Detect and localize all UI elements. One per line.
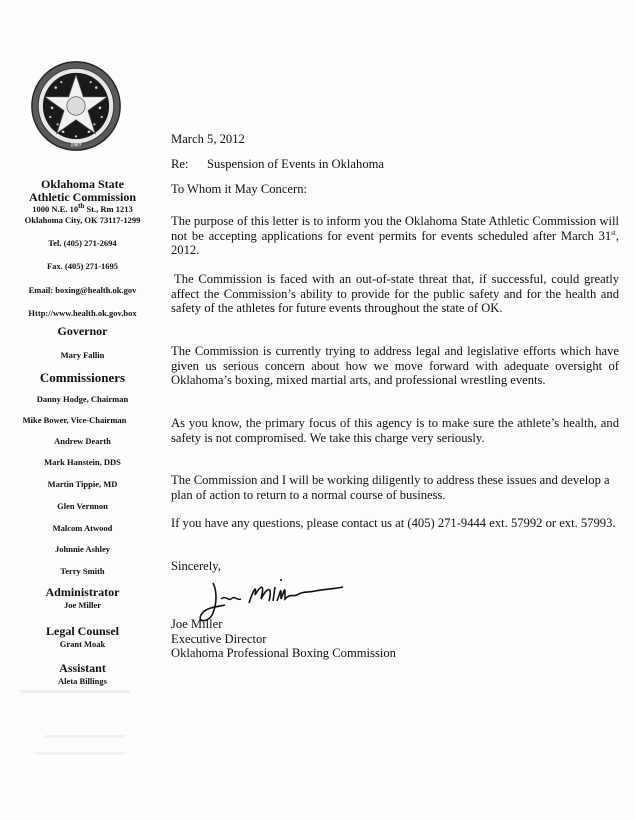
paragraph-2: The Commission is faced with an out-of-state threat that, if successful, could greatly affect the Commission’s ability to provide for the public safety and for the health and safety of the athletes for future events throughout the state of OK. — [171, 272, 619, 315]
address-line2: Oklahoma City, OK 73117-1299 — [24, 215, 141, 225]
governor-name: Mary Fallin — [60, 350, 105, 360]
scan-artifact — [35, 752, 125, 755]
salutation: To Whom it May Concern: — [171, 182, 307, 196]
commissioner-item: Johnnie Ashley — [54, 544, 111, 554]
scan-artifact — [45, 735, 125, 738]
letter-subject-line — [171, 157, 384, 172]
commissioners-heading: Commissioners — [39, 370, 126, 385]
signer-org: Oklahoma Professional Boxing Commission — [171, 646, 396, 660]
address-line1-prefix: 1000 N.E. 10 — [32, 204, 79, 214]
legal-counsel-heading: Legal Counsel — [45, 624, 119, 638]
paragraph-1-end: , 2012. — [171, 228, 619, 257]
paragraph-5: The Commission and I will be working diligently to address these issues and develop a plan of action to return to a normal course of business. — [171, 473, 610, 502]
legal-counsel-name: Grant Moak — [59, 639, 106, 649]
paragraph-4: As you know, the primary focus of this agency is to make sure the athlete’s health, and safety is not compromised. We take this charge very seriously. — [171, 416, 619, 445]
paragraph-1-sup: st — [611, 228, 616, 237]
signer-name: Joe Miller — [171, 617, 223, 631]
org-name-line1: Oklahoma State — [40, 177, 124, 191]
scan-artifact — [20, 690, 130, 693]
paragraph-6: If you have any questions, please contact us at (405) 271-9444 ext. 57992 or ext. 57993. — [171, 516, 616, 530]
governor-heading: Governor — [57, 324, 108, 338]
commissioner-item: Malcom Atwood — [52, 523, 113, 533]
commissioner-item: Glen Vernnon — [57, 501, 108, 511]
administrator-name: Joe Miller — [63, 600, 102, 610]
email-link[interactable]: Email: boxing@health.ok.gov — [28, 285, 137, 295]
handwritten-signature-icon — [195, 577, 355, 625]
closing: Sincerely, — [171, 559, 221, 573]
commissioner-item: Mike Bower, Vice-Chairman — [22, 415, 127, 425]
re-subject: Suspension of Events in Oklahoma — [207, 157, 384, 171]
commission-address-block — [0, 178, 165, 226]
commissioner-item: Martin Tippie, MD — [47, 479, 118, 489]
re-label: Re: — [171, 157, 189, 171]
seal-year: 1907 — [70, 142, 82, 149]
commissioner-item: Terry Smith — [60, 566, 105, 576]
letter-date: March 5, 2012 — [171, 132, 245, 146]
commissioner-item: Andrew Dearth — [54, 436, 111, 446]
great-seal-of-oklahoma-icon — [30, 60, 122, 152]
assistant-name: Aleta Billings — [58, 676, 107, 686]
fax: Fax. (405) 271-1695 — [46, 261, 119, 271]
website-link[interactable]: Http://www.health.ok.gov.box — [28, 308, 137, 318]
commissioner-item: Danny Hodge, Chairman — [36, 394, 129, 404]
commissioner-item: Mark Hanstein, DDS — [44, 457, 121, 467]
telephone: Tel. (405) 271-2694 — [48, 238, 117, 248]
paragraph-1 — [171, 214, 619, 258]
signer-title: Executive Director — [171, 631, 267, 646]
paragraph-1-text: The purpose of this letter is to inform you the Oklahoma State Athletic Commission will not be accepting applications for event permits for events scheduled after March 31 — [171, 214, 619, 243]
paragraph-3: The Commission is currently trying to address legal and legislative efforts which have given us serious concern about how we move forward with adequate oversight of Oklahoma’s boxing, mixed martial arts, and professional wrestling events. — [171, 344, 619, 387]
address-line1-sup: th — [78, 202, 85, 211]
administrator-heading: Administrator — [45, 585, 120, 599]
address-line1-suffix: St., Rm 1213 — [84, 204, 133, 214]
assistant-heading: Assistant — [59, 661, 106, 675]
org-name-line2: Athletic Commission — [29, 190, 136, 204]
address-line1 — [0, 204, 165, 215]
